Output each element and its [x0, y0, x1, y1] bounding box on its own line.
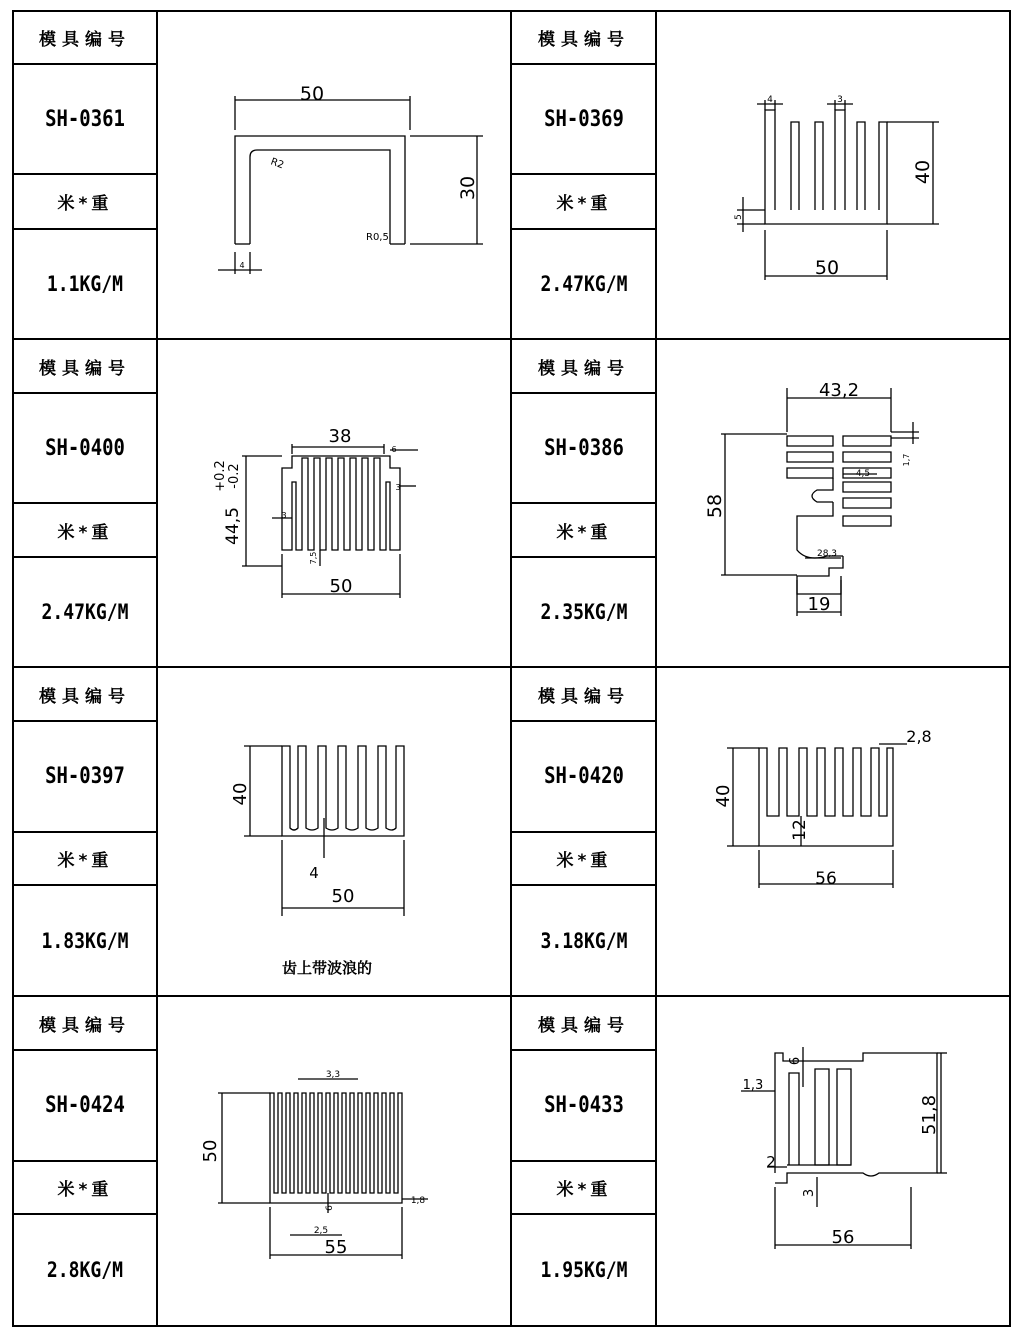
product-code: SH-0420: [544, 764, 624, 789]
dim-left-wall: 3: [281, 511, 287, 520]
product-code: SH-0400: [45, 435, 125, 461]
dim-tol-plus: +0.2: [213, 460, 228, 492]
mold-no-label: 模具编号: [39, 30, 131, 50]
dim-left: 1,3: [742, 1078, 764, 1093]
dim-height: 40: [713, 784, 734, 808]
dim-top: 38: [328, 426, 352, 447]
dim-width: 50: [299, 83, 325, 105]
product-code: SH-0386: [544, 435, 624, 461]
dim-top-fin2: 3: [837, 95, 843, 105]
profile-drawing-sh-0369: [657, 12, 1009, 338]
profile-drawing-sh-0400: [158, 340, 510, 666]
dim-inner: 4,5: [855, 469, 871, 479]
weight-value: 2.35KG/M: [540, 600, 628, 624]
dim-height: 30: [457, 175, 479, 201]
mold-no-label: 模具编号: [39, 1015, 131, 1036]
mold-no-label: 模具编号: [538, 30, 630, 50]
weight-value: 3.18KG/M: [540, 928, 628, 953]
profile-drawing-sh-0420: [657, 668, 1009, 994]
dim-fin: 1,8: [410, 1196, 426, 1206]
dim-width: 50: [329, 576, 353, 597]
dim-side: 2: [766, 1153, 776, 1171]
weight-label: 米*重: [57, 194, 113, 214]
weight-value: 1.95KG/M: [540, 1258, 628, 1282]
dim-gap: 1,7: [902, 453, 911, 467]
dim-height: 51,8: [919, 1094, 940, 1136]
dim-width: 55: [324, 1237, 348, 1258]
dim-height: 40: [912, 159, 934, 185]
dim-thickness: 4: [239, 261, 245, 270]
dim-radius: R2: [268, 156, 286, 172]
drawing-note: 齿上带波浪的: [282, 959, 373, 977]
profile-drawing-sh-0397: [158, 668, 510, 994]
dim-height: 58: [704, 493, 726, 519]
profile-drawing-sh-0433: [657, 997, 1009, 1325]
dim-notch: 6: [391, 445, 397, 454]
product-code: SH-0361: [45, 106, 125, 132]
dim-pitch: 2,5: [313, 1226, 329, 1236]
product-code: SH-0424: [45, 1093, 125, 1118]
dim-base: 6: [325, 1205, 335, 1211]
weight-label: 米*重: [57, 522, 113, 543]
weight-label: 米*重: [556, 522, 612, 543]
dim-side: 3: [395, 483, 401, 492]
dim-top-fin: 4: [767, 95, 773, 105]
product-code: SH-0397: [45, 764, 125, 789]
dim-top: 3,3: [325, 1070, 341, 1080]
profile-drawing-sh-0361: [158, 12, 510, 338]
weight-value: 1.83KG/M: [41, 928, 129, 953]
dim-tol-minus: -0.2: [227, 463, 242, 489]
product-code: SH-0433: [544, 1093, 624, 1118]
weight-label: 米*重: [556, 1180, 612, 1200]
dim-top: 43,2: [818, 380, 860, 401]
dim-width: 50: [331, 886, 355, 907]
dim-bottom: 19: [807, 594, 831, 615]
profile-drawing-sh-0386: [657, 340, 1009, 666]
dim-width: 50: [814, 257, 840, 279]
dim-mid: 28,3: [816, 549, 838, 559]
weight-value: 1.1KG/M: [46, 272, 124, 296]
weight-value: 2.47KG/M: [540, 272, 628, 296]
dim-top: 6: [788, 1056, 803, 1066]
weight-value: 2.8KG/M: [46, 1258, 124, 1282]
dim-base: 3: [802, 1188, 817, 1198]
dim-base: 5: [734, 214, 744, 220]
dim-width: 56: [831, 1227, 855, 1248]
weight-label: 米*重: [556, 851, 612, 871]
mold-no-label: 模具编号: [39, 686, 131, 707]
profile-drawing-sh-0424: [158, 997, 510, 1325]
weight-label: 米*重: [57, 1180, 113, 1200]
product-code: SH-0369: [544, 106, 624, 132]
divider: [510, 10, 512, 1327]
dim-base: 7,5: [309, 551, 318, 565]
weight-label: 米*重: [556, 194, 612, 214]
dim-base: 12: [790, 819, 810, 841]
mold-no-label: 模具编号: [39, 358, 131, 379]
dim-width: 56: [815, 869, 837, 889]
dim-fin: 2,8: [906, 727, 932, 746]
dim-height: 50: [200, 1139, 221, 1163]
mold-no-label: 模具编号: [538, 686, 630, 707]
dim-height: 44,5: [223, 507, 243, 545]
weight-value: 2.47KG/M: [41, 600, 129, 624]
dim-base: 4: [309, 864, 319, 882]
mold-no-label: 模具编号: [538, 1015, 630, 1036]
weight-label: 米*重: [57, 851, 113, 871]
dim-height: 40: [230, 782, 251, 806]
mold-no-label: 模具编号: [538, 358, 630, 379]
dim-radius-small: R0,5: [366, 232, 389, 243]
